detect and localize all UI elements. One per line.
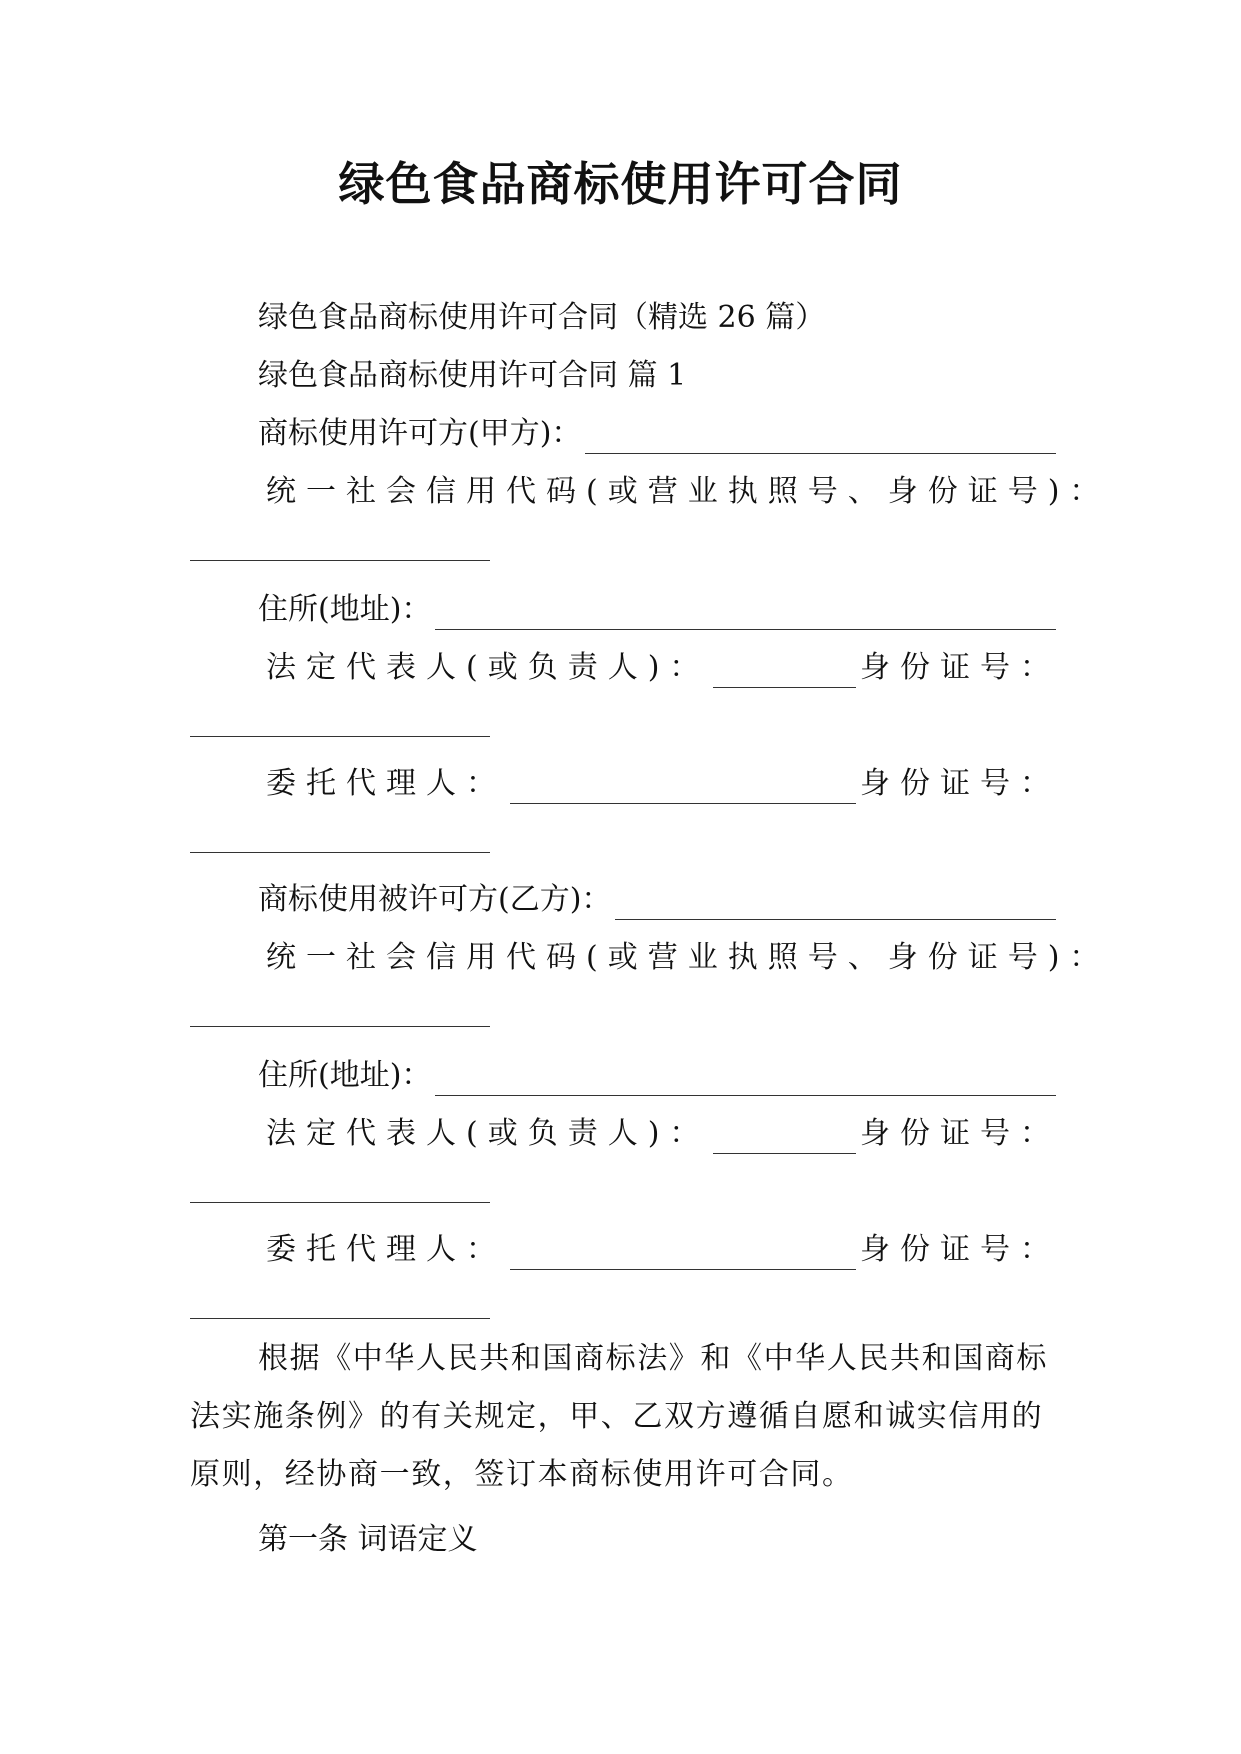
- party-a-legal-rep-blank[interactable]: [713, 657, 856, 688]
- party-b-agent-id-blank[interactable]: [190, 1318, 490, 1319]
- party-a-address-row: [190, 590, 1060, 630]
- party-b-legal-rep-blank[interactable]: [713, 1123, 856, 1154]
- party-a-legal-rep-row: [190, 648, 1060, 688]
- party-b-name-blank[interactable]: [615, 889, 1056, 920]
- party-a-name-blank[interactable]: [585, 423, 1056, 454]
- document-subtitle: 绿色食品商标使用许可合同（精选 26 篇）: [258, 300, 826, 335]
- party-a-credit-code-blank[interactable]: [190, 560, 490, 561]
- party-a-id-blank[interactable]: [190, 736, 490, 737]
- document-title: 绿色食品商标使用许可合同: [338, 157, 903, 211]
- party-b-agent-blank[interactable]: [510, 1239, 856, 1270]
- party-b-agent-id-label: 身份证号：: [860, 1232, 1060, 1267]
- party-a-agent-id-label: 身份证号：: [860, 766, 1060, 801]
- party-b-credit-code-blank[interactable]: [190, 1026, 490, 1027]
- party-a-address-label: 住所(地址)：: [258, 592, 432, 627]
- party-b-address-label: 住所(地址)：: [258, 1058, 432, 1093]
- party-b-label: 商标使用被许可方(乙方)：: [258, 882, 612, 917]
- party-a-agent-label: 委托代理人：: [266, 766, 506, 801]
- party-a-agent-row: [190, 764, 1060, 804]
- article-1-heading: 第一条 词语定义: [258, 1522, 478, 1557]
- party-a-agent-blank[interactable]: [510, 773, 856, 804]
- party-b-id-blank[interactable]: [190, 1202, 490, 1203]
- party-a-id-label: 身份证号：: [860, 650, 1060, 685]
- party-b-agent-label: 委托代理人：: [266, 1232, 506, 1267]
- party-a-address-blank[interactable]: [435, 599, 1056, 630]
- party-b-agent-row: [190, 1230, 1060, 1270]
- party-a-legal-rep-label: 法定代表人(或负责人)：: [266, 650, 710, 685]
- party-b-address-blank[interactable]: [435, 1065, 1056, 1096]
- party-a-label: 商标使用许可方(甲方)：: [258, 416, 582, 451]
- party-a-row: [190, 414, 1060, 454]
- party-b-row: [190, 880, 1060, 920]
- preamble-paragraph: 根据《中华人民共和国商标法》和《中华人民共和国商标法实施条例》的有关规定，甲、乙双方遵循自愿和诚实信用的原则，经协商一致，签订本商标使用许可合同。: [190, 1341, 1048, 1492]
- party-b-id-label: 身份证号：: [860, 1116, 1060, 1151]
- party-a-credit-code-label: 统一社会信用代码(或营业执照号、身份证号)：: [266, 474, 1110, 509]
- party-b-address-row: [190, 1056, 1060, 1096]
- party-b-credit-code-label: 统一社会信用代码(或营业执照号、身份证号)：: [266, 940, 1110, 975]
- party-a-agent-id-blank[interactable]: [190, 852, 490, 853]
- party-b-legal-rep-label: 法定代表人(或负责人)：: [266, 1116, 710, 1151]
- party-b-legal-rep-row: [190, 1114, 1060, 1154]
- section-heading: 绿色食品商标使用许可合同 篇 1: [258, 358, 687, 393]
